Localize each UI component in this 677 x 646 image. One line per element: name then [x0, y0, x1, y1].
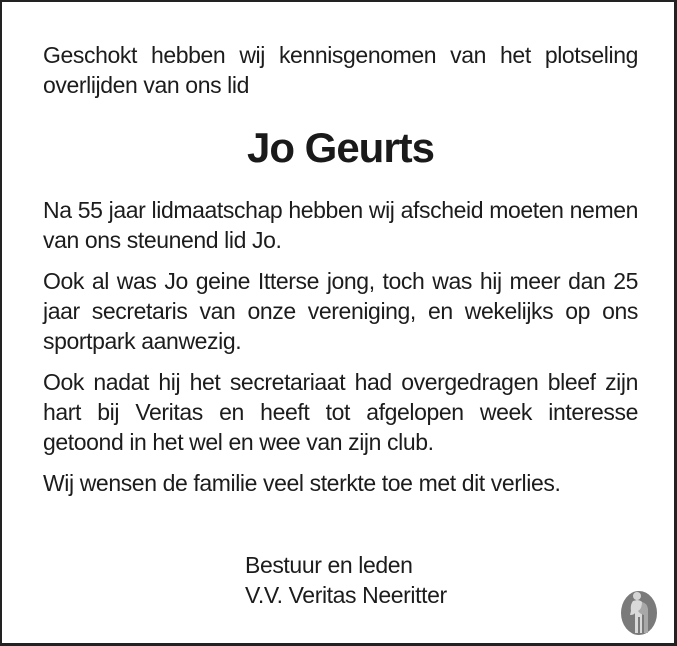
- paragraph-secretary: Ook al was Jo geine Itterse jong, toch was hij meer dan 25 jaar secretaris van onze vereniging, en wekelijks op ons sportpark aanwezig.: [43, 268, 638, 354]
- signature: [245, 550, 447, 610]
- deceased-name: Jo Geurts: [246, 124, 435, 171]
- paragraph-membership: Na 55 jaar lidmaatschap hebben wij afscheid moeten nemen van ons steunend lid Jo.: [43, 197, 638, 253]
- paragraph-heart: Ook nadat hij het secretariaat had overgedragen bleef zijn hart bij Veritas en heeft tot afgelopen week interesse getoond in het wel en wee van zijn club.: [43, 369, 638, 455]
- signature-line-club: V.V. Veritas Neeritter: [245, 582, 447, 608]
- embracing-figures-icon: [620, 589, 658, 637]
- signature-line-board: Bestuur en leden: [245, 552, 413, 578]
- paragraph-condolence: Wij wensen de familie veel sterkte toe met dit verlies.: [43, 470, 561, 496]
- notice-content: [43, 40, 638, 498]
- intro-text: Geschokt hebben wij kennisgenomen van het plotseling overlijden van ons lid: [43, 42, 638, 98]
